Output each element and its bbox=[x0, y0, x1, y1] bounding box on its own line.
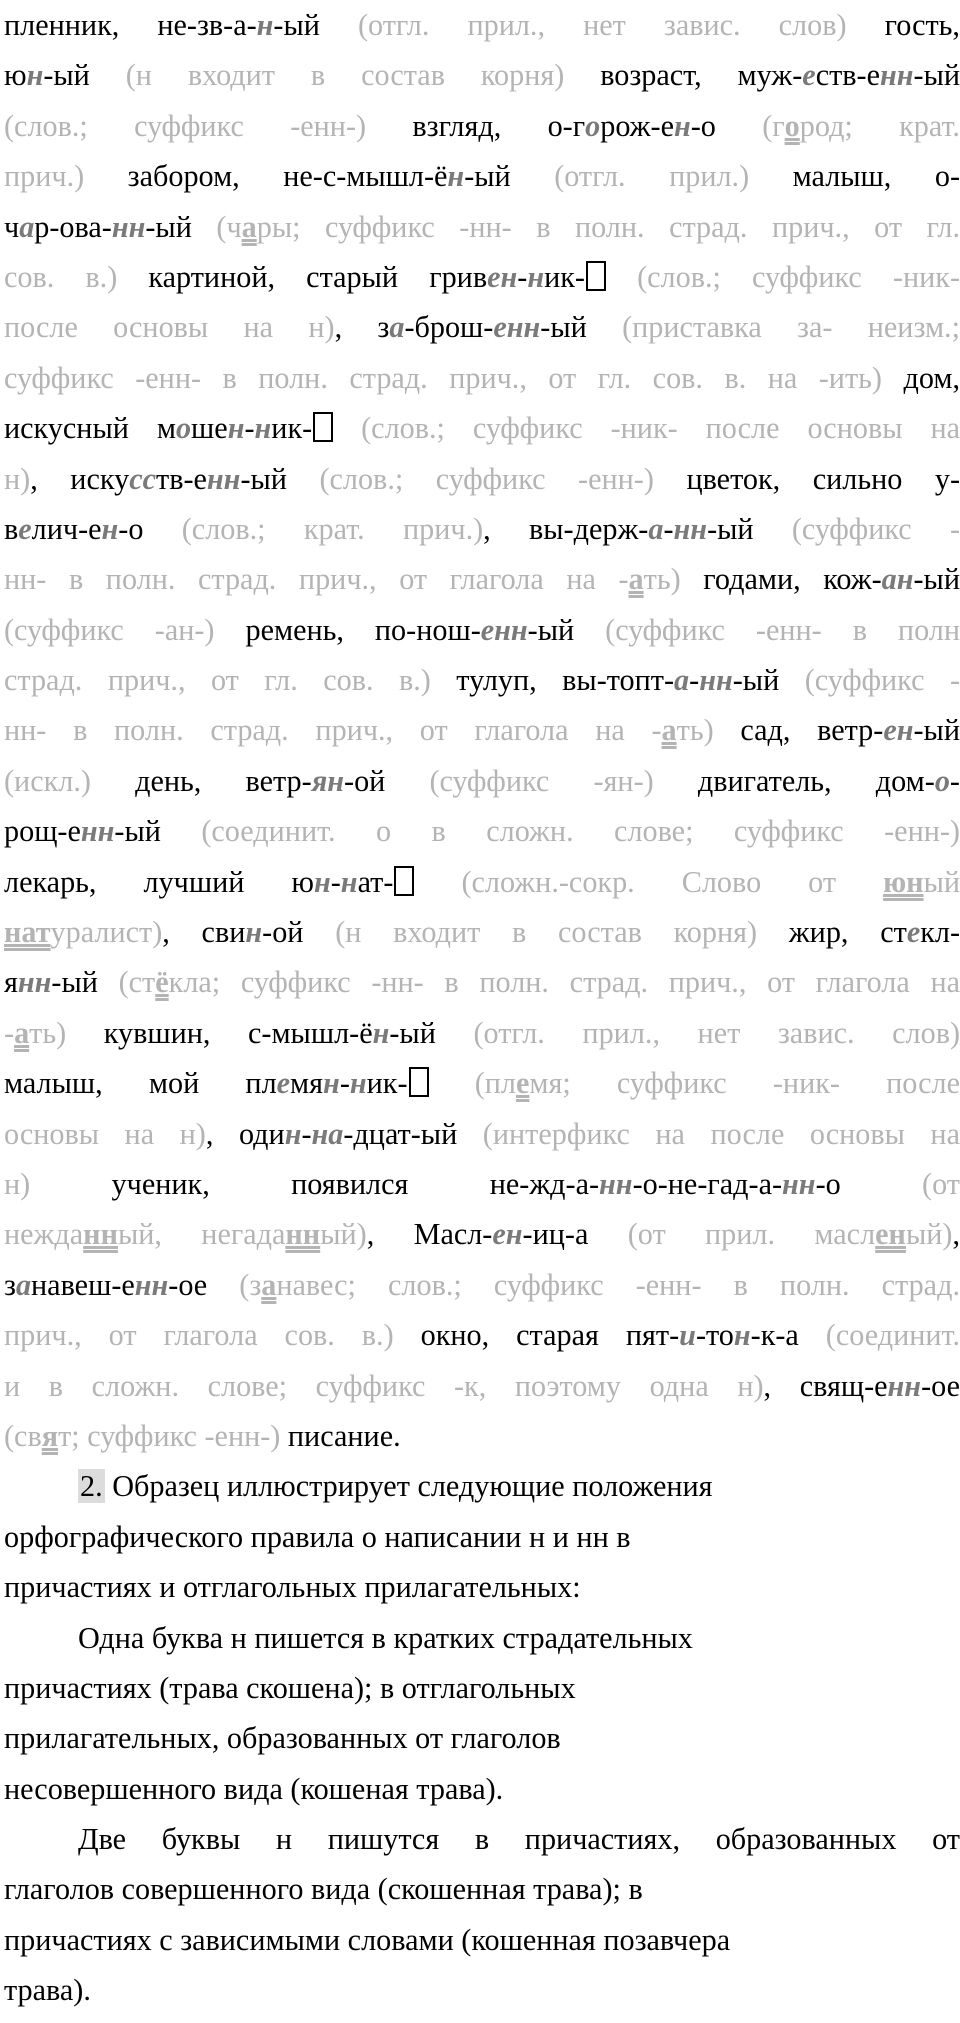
text-run: -ый bbox=[527, 612, 606, 647]
text-run: ч bbox=[4, 209, 20, 244]
highlighted-letter: нн bbox=[673, 511, 708, 546]
highlighted-letter: о bbox=[175, 411, 192, 446]
comment-note: - bbox=[4, 1015, 15, 1050]
text-run: малыш, мой пл bbox=[4, 1066, 277, 1101]
text-run: ше bbox=[191, 411, 228, 446]
highlighted-letter: е bbox=[802, 58, 816, 93]
underlined-root-letter: а bbox=[628, 562, 644, 597]
comment-note: мя; суффикс -ник- после bbox=[529, 1066, 960, 1101]
highlighted-letter: н bbox=[349, 1066, 367, 1101]
text-line bbox=[4, 1361, 960, 1411]
text-run: з bbox=[4, 1267, 16, 1302]
text-run: -ый bbox=[540, 310, 623, 345]
comment-note: (от bbox=[922, 1166, 960, 1201]
highlighted-letter: нн bbox=[80, 814, 115, 849]
text-run: ик- bbox=[544, 259, 585, 294]
highlighted-letter: н bbox=[447, 159, 465, 194]
text-run: - bbox=[330, 864, 341, 899]
highlighted-letter: ан bbox=[881, 562, 914, 597]
highlighted-letter: н bbox=[527, 259, 545, 294]
comment-note: и в сложн. слове; суффикс -к, поэтому одна н) bbox=[4, 1368, 764, 1403]
text-run: ик- bbox=[366, 1066, 408, 1101]
morpheme-box bbox=[586, 261, 606, 291]
comment-note: (отгл. прил.) bbox=[554, 159, 750, 194]
underlined-root-letter: нн bbox=[285, 1217, 321, 1252]
text-run: забором, не-с-мышл-ё bbox=[84, 159, 448, 194]
comment-note: (отгл. прил., нет завис. слов) bbox=[357, 8, 847, 42]
text-run: ученик, появился не-жд-а- bbox=[30, 1166, 600, 1201]
text-run: причастиях (трава скошена); в отглагольных bbox=[4, 1670, 576, 1705]
text-run: прилагательных, образованных от глаголов bbox=[4, 1721, 561, 1756]
text-line bbox=[4, 302, 960, 352]
text-run: -о bbox=[815, 1166, 923, 1201]
text-run: Образец иллюстрирует следующие положения bbox=[104, 1469, 713, 1504]
comment-note: (слов.; суффикс -енн-) bbox=[319, 461, 654, 496]
comment-note: (приставка за- неизм.; bbox=[622, 310, 960, 345]
highlighted-letter: о bbox=[934, 763, 950, 798]
text-run: -к-а bbox=[750, 1318, 826, 1353]
text-run: , иску bbox=[30, 461, 130, 496]
text-run: -о bbox=[118, 511, 182, 546]
comment-note: (н входит в состав корня) bbox=[125, 58, 565, 93]
text-run: картиной, старый грив bbox=[117, 259, 488, 294]
text-run: тулуп, вы-топт- bbox=[430, 663, 675, 698]
comment-note: (от прил. масл bbox=[627, 1217, 876, 1252]
text-run: окно, старая пят- bbox=[393, 1318, 680, 1353]
text-run: ремень, по-нош- bbox=[214, 612, 481, 647]
comment-note: ть) bbox=[643, 562, 681, 597]
text-run: рож-е bbox=[600, 108, 674, 143]
comment-note: сов. в.) bbox=[4, 259, 118, 294]
text-line bbox=[4, 1109, 960, 1159]
text-line bbox=[4, 1613, 960, 1663]
morpheme-box bbox=[313, 412, 333, 442]
comment-note: н) bbox=[4, 461, 31, 496]
comment-note: (сложн.-сокр. Слово от bbox=[414, 864, 884, 899]
highlighted-letter: ян bbox=[311, 763, 345, 798]
text-run: , вы-держ- bbox=[483, 511, 649, 546]
highlighted-letter: сс bbox=[129, 461, 156, 496]
comment-note: (слов.; суффикс -ник- bbox=[605, 259, 960, 294]
text-run: несовершенного вида (кошеная трава). bbox=[4, 1771, 504, 1806]
text-run: рощ-е bbox=[4, 814, 81, 849]
text-run: ат- bbox=[357, 864, 394, 899]
morpheme-box bbox=[409, 1067, 429, 1097]
comment-note: нежда bbox=[4, 1217, 84, 1252]
highlighted-letter: а bbox=[19, 209, 35, 244]
text-run: -ый bbox=[389, 1015, 474, 1050]
text-run: -ой bbox=[262, 915, 336, 950]
highlighted-letter: а bbox=[648, 511, 664, 546]
text-run: возраст, муж- bbox=[564, 58, 803, 93]
text-line bbox=[4, 353, 960, 403]
highlighted-letter: н bbox=[245, 915, 263, 950]
text-run: -то bbox=[695, 1318, 734, 1353]
highlighted-letter: и bbox=[679, 1318, 696, 1353]
text-run: -ый bbox=[464, 159, 555, 194]
highlighted-letter: н bbox=[101, 511, 119, 546]
text-run: наве bbox=[31, 1267, 89, 1302]
text-run: я bbox=[4, 965, 18, 1000]
highlighted-letter: нн bbox=[134, 1267, 169, 1302]
highlighted-letter: нн bbox=[206, 461, 241, 496]
text-run: -ый bbox=[114, 814, 202, 849]
text-run: -иц-а bbox=[522, 1217, 628, 1252]
text-line bbox=[4, 1915, 960, 1965]
comment-note: (слов.; суффикс -енн-) bbox=[4, 108, 367, 143]
highlighted-letter: нн bbox=[17, 965, 52, 1000]
text-run: цветок, сильно у- bbox=[653, 461, 960, 496]
comment-note: (отгл. прил., нет завис. слов) bbox=[473, 1015, 960, 1050]
text-run: пленник, не-зв-а- bbox=[4, 8, 257, 42]
underlined-root-letter: ё bbox=[155, 965, 169, 1000]
text-line bbox=[4, 202, 960, 252]
comment-note: (суффикс - bbox=[791, 511, 960, 546]
text-line bbox=[4, 907, 960, 957]
highlighted-letter: о bbox=[585, 108, 601, 143]
text-line bbox=[4, 756, 960, 806]
highlighted-letter: н bbox=[254, 411, 272, 446]
highlighted-letter: нн bbox=[111, 209, 146, 244]
comment-note: (искл.) bbox=[4, 763, 91, 798]
highlighted-letter: н bbox=[323, 1066, 340, 1101]
highlighted-letter: е bbox=[276, 1066, 291, 1101]
highlighted-letter: нн bbox=[782, 1166, 816, 1201]
comment-note: страд. прич., от гл. сов. в.) bbox=[4, 663, 431, 698]
comment-note: (слов.; крат. прич.) bbox=[181, 511, 484, 546]
text-line bbox=[4, 957, 960, 1007]
text-run: причастиях с зависимыми словами (кошенная позавчера bbox=[4, 1922, 731, 1957]
text-run: -ой bbox=[344, 763, 430, 798]
text-run: -ый bbox=[732, 663, 805, 698]
text-line bbox=[4, 0, 960, 50]
underlined-root-letter: о bbox=[784, 108, 800, 143]
text-line bbox=[4, 705, 960, 755]
underlined-root-letter: нн bbox=[83, 1217, 118, 1252]
text-run: , Масл- bbox=[366, 1217, 493, 1252]
highlighted-letter: н bbox=[733, 1318, 751, 1353]
text-run: , bbox=[952, 1217, 960, 1252]
text-run: ик- bbox=[271, 411, 313, 446]
text-run: , свящ-е bbox=[763, 1368, 888, 1403]
comment-note: (г bbox=[762, 108, 785, 143]
comment-note: (соединит. bbox=[825, 1318, 960, 1353]
highlighted-letter: а bbox=[15, 1267, 32, 1302]
text-run: причастиях и отглагольных прилагательных: bbox=[4, 1570, 581, 1605]
text-line bbox=[4, 806, 960, 856]
text-run: -ый bbox=[51, 965, 119, 1000]
underlined-root-letter: а bbox=[261, 1267, 277, 1302]
text-line bbox=[4, 50, 960, 100]
text-line bbox=[4, 1411, 960, 1461]
highlighted-letter: н bbox=[284, 1116, 302, 1151]
comment-note: ры; суффикс -нн- в полн. страд. прич., от гл. bbox=[256, 209, 960, 244]
comment-note: ый bbox=[923, 864, 960, 899]
comment-note: кла; суффикс -нн- в полн. страд. прич., от глагола на bbox=[168, 965, 960, 1000]
text-run: гость, bbox=[846, 8, 960, 42]
text-run: -ый bbox=[913, 713, 960, 748]
text-run: трава). bbox=[4, 1973, 91, 2008]
text-run: -ый bbox=[240, 461, 320, 496]
highlighted-letter: енн bbox=[493, 310, 541, 345]
comment-note: (суффикс -ян-) bbox=[429, 763, 654, 798]
highlighted-letter: е bbox=[18, 511, 32, 546]
text-run: двигатель, дом- bbox=[653, 763, 935, 798]
highlighted-letter: н bbox=[313, 864, 331, 899]
text-run: ш bbox=[88, 1267, 112, 1302]
text-line bbox=[4, 1814, 960, 1864]
comment-note: (пл bbox=[428, 1066, 516, 1101]
highlighted-letter: енн bbox=[480, 612, 528, 647]
text-run: , сви bbox=[162, 915, 246, 950]
comment-note: род; крат. bbox=[799, 108, 960, 143]
comment-note: т; суффикс -енн-) bbox=[58, 1418, 281, 1453]
text-run: ств-е bbox=[815, 58, 880, 93]
text-run: - bbox=[244, 411, 255, 446]
text-run: -е bbox=[111, 1267, 135, 1302]
text-run: -ый bbox=[273, 8, 358, 42]
comment-note: н) bbox=[4, 1166, 31, 1201]
comment-note: основы на н) bbox=[4, 1116, 206, 1151]
text-line bbox=[4, 101, 960, 151]
highlighted-letter: нн bbox=[599, 1166, 633, 1201]
text-line bbox=[4, 1663, 960, 1713]
text-run: -ый bbox=[707, 511, 792, 546]
text-line bbox=[4, 1461, 960, 1511]
text-line bbox=[4, 403, 960, 453]
text-run: - bbox=[949, 763, 960, 798]
text-run: жир, ст bbox=[757, 915, 907, 950]
text-run: глаголов совершенного вида (скошенная трава); в bbox=[4, 1872, 643, 1907]
text-run: - bbox=[517, 259, 528, 294]
text-line bbox=[4, 1260, 960, 1310]
text-run: искусный м bbox=[4, 411, 176, 446]
text-line bbox=[4, 1209, 960, 1259]
comment-note: прич.) bbox=[4, 159, 85, 194]
highlighted-letter: н bbox=[372, 1015, 390, 1050]
underlined-root-letter: е bbox=[515, 1066, 530, 1101]
underlined-root-letter: юн bbox=[883, 864, 924, 899]
text-line bbox=[4, 1864, 960, 1914]
text-line bbox=[4, 1562, 960, 1612]
text-run: кл- bbox=[920, 915, 960, 950]
item-number: 2. bbox=[80, 1469, 103, 1504]
text-run: -ый bbox=[913, 562, 960, 597]
text-run: -ое bbox=[921, 1368, 960, 1403]
comment-note: уралист) bbox=[50, 915, 163, 950]
highlighted-letter: нн bbox=[879, 58, 914, 93]
text-run: в bbox=[4, 511, 19, 546]
text-run: , з bbox=[334, 310, 390, 345]
comment-note: (св bbox=[4, 1418, 42, 1453]
text-run: -о bbox=[690, 108, 763, 143]
underlined-root-letter: ен bbox=[875, 1217, 906, 1252]
highlighted-letter: а bbox=[674, 663, 690, 698]
text-line bbox=[4, 252, 960, 302]
highlighted-letter: на bbox=[311, 1116, 344, 1151]
comment-note: навес; слов.; суффикс -енн- в полн. страд. bbox=[276, 1267, 960, 1302]
text-run: - bbox=[339, 1066, 350, 1101]
text-run: - bbox=[689, 663, 700, 698]
text-run: Две буквы н пишутся в причастиях, образованных от bbox=[78, 1822, 960, 1857]
highlighted-letter: а bbox=[389, 310, 405, 345]
comment-note: прич., от глагола сов. в.) bbox=[4, 1318, 394, 1353]
highlighted-letter: ен bbox=[487, 259, 518, 294]
comment-note: ый) bbox=[905, 1217, 953, 1252]
underlined-root-letter: а bbox=[661, 713, 677, 748]
text-line bbox=[4, 605, 960, 655]
text-run: дом, bbox=[881, 360, 960, 395]
text-run: ю bbox=[4, 58, 27, 93]
text-run: -ый bbox=[145, 209, 217, 244]
comment-note: (н входит в состав корня) bbox=[335, 915, 758, 950]
text-run: -ый bbox=[43, 58, 126, 93]
highlighted-letter: ен bbox=[883, 713, 914, 748]
underlined-root-letter: а bbox=[14, 1015, 30, 1050]
comment-note: (з bbox=[239, 1267, 262, 1302]
text-run: кувшин, с-мышл-ё bbox=[66, 1015, 373, 1050]
highlighted-letter: н bbox=[256, 8, 274, 42]
underlined-root-letter: а bbox=[241, 209, 257, 244]
text-run: - bbox=[301, 1116, 312, 1151]
comment-note: (ст bbox=[118, 965, 156, 1000]
highlighted-letter: н bbox=[340, 864, 358, 899]
text-line bbox=[4, 857, 960, 907]
text-run: -ое bbox=[168, 1267, 240, 1302]
text-line bbox=[4, 1512, 960, 1562]
text-line bbox=[4, 504, 960, 554]
text-line bbox=[4, 1965, 960, 2015]
morpheme-box bbox=[394, 866, 414, 896]
text-run: -ый bbox=[913, 58, 960, 93]
comment-note: (суффикс - bbox=[804, 663, 960, 698]
text-run: -о-не-гад-а- bbox=[632, 1166, 783, 1201]
text-line bbox=[4, 554, 960, 604]
text-run: мя bbox=[290, 1066, 324, 1101]
text-line bbox=[4, 1159, 960, 1209]
text-line bbox=[4, 1058, 960, 1108]
comment-note: ый, негада bbox=[117, 1217, 286, 1252]
comment-note: ть) bbox=[676, 713, 714, 748]
text-line bbox=[4, 1764, 960, 1814]
text-run: сад, ветр- bbox=[713, 713, 884, 748]
text-run: тв-е bbox=[156, 461, 207, 496]
text-run: писание. bbox=[280, 1418, 401, 1453]
text-run: лич-е bbox=[31, 511, 102, 546]
text-run: годами, кож- bbox=[680, 562, 882, 597]
text-line bbox=[4, 454, 960, 504]
text-run: р-ова- bbox=[34, 209, 112, 244]
text-run: - bbox=[663, 511, 674, 546]
comment-note: после основы на н) bbox=[4, 310, 335, 345]
comment-note: ть) bbox=[29, 1015, 67, 1050]
text-line bbox=[4, 1713, 960, 1763]
comment-note: (слов.; суффикс -ник- после основы на bbox=[333, 411, 960, 446]
text-run: лекарь, лучший ю bbox=[4, 864, 314, 899]
highlighted-letter: е bbox=[906, 915, 921, 950]
comment-note: (соединит. о в сложн. слове; суффикс -енн-) bbox=[201, 814, 960, 849]
text-run: орфографического правила о написании н и нн в bbox=[4, 1519, 631, 1554]
text-run: , оди bbox=[205, 1116, 285, 1151]
highlighted-letter: н bbox=[26, 58, 44, 93]
text-run: Одна буква н пишется в кратких страдательных bbox=[78, 1620, 693, 1655]
highlighted-letter: н bbox=[673, 108, 691, 143]
comment-note: (интерфикс на после основы на bbox=[482, 1116, 960, 1151]
underlined-root-letter: я bbox=[41, 1418, 59, 1453]
highlighted-letter: нн bbox=[699, 663, 733, 698]
text-run: взгляд, о-г bbox=[366, 108, 586, 143]
comment-note: суффикс -енн- в полн. страд. прич., от гл. сов. в. на -ить) bbox=[4, 360, 882, 395]
text-run: -дцат-ый bbox=[343, 1116, 483, 1151]
text-line bbox=[4, 655, 960, 705]
comment-note: нн- в полн. страд. прич., от глагола на - bbox=[4, 713, 662, 748]
highlighted-letter: н bbox=[227, 411, 245, 446]
text-line bbox=[4, 1008, 960, 1058]
highlighted-letter: ен bbox=[492, 1217, 523, 1252]
comment-note: (суффикс -енн- в полн bbox=[605, 612, 960, 647]
text-run: малыш, о- bbox=[749, 159, 960, 194]
underlined-root-letter: нат bbox=[4, 915, 51, 950]
comment-note: ый) bbox=[320, 1217, 367, 1252]
comment-note: (суффикс -ан-) bbox=[4, 612, 215, 647]
text-line bbox=[4, 151, 960, 201]
highlighted-letter: нн bbox=[887, 1368, 922, 1403]
text-run: день, ветр- bbox=[90, 763, 312, 798]
comment-note: (ч bbox=[216, 209, 242, 244]
comment-note: нн- в полн. страд. прич., от глагола на - bbox=[4, 562, 629, 597]
text-line bbox=[4, 1310, 960, 1360]
text-run: -брош- bbox=[404, 310, 494, 345]
